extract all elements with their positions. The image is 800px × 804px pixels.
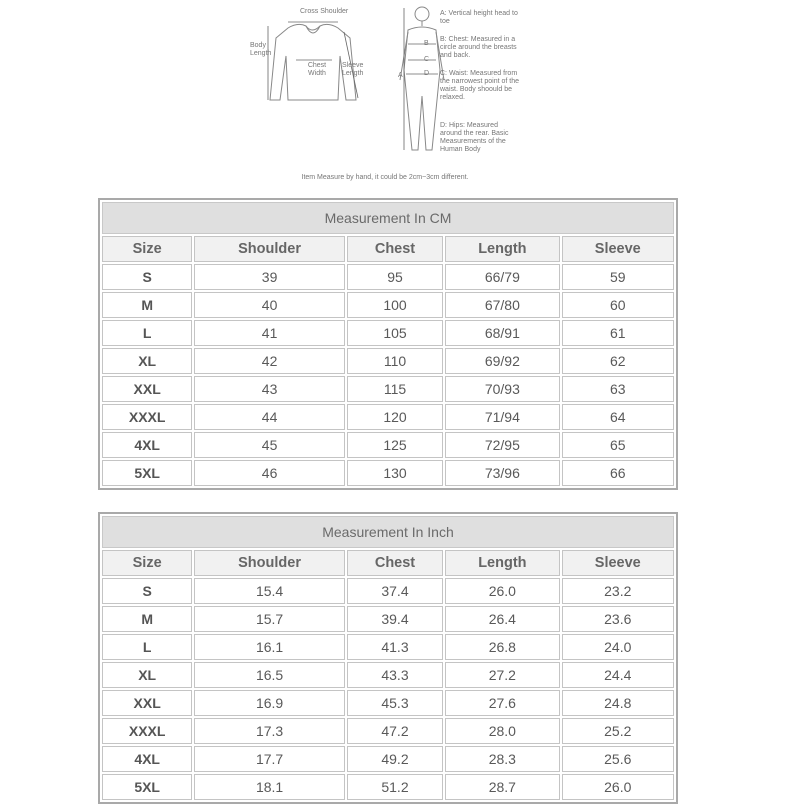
value-cell: 26.0: [445, 578, 559, 604]
table-header-row: [102, 236, 674, 262]
value-cell: 67/80: [445, 292, 559, 318]
value-cell: 23.6: [562, 606, 674, 632]
size-cell: 5XL: [102, 774, 192, 800]
table-row: [102, 432, 674, 458]
inch-size-table: [98, 512, 678, 804]
value-cell: 24.8: [562, 690, 674, 716]
value-cell: 62: [562, 348, 674, 374]
value-cell: 26.4: [445, 606, 559, 632]
value-cell: 115: [347, 376, 443, 402]
value-cell: 61: [562, 320, 674, 346]
value-cell: 25.6: [562, 746, 674, 772]
table-row: [102, 746, 674, 772]
value-cell: 65: [562, 432, 674, 458]
value-cell: 72/95: [445, 432, 559, 458]
marker-c: C: [424, 56, 430, 63]
value-cell: 26.0: [562, 774, 674, 800]
table-row: [102, 292, 674, 318]
value-cell: 17.3: [194, 718, 345, 744]
size-cell: XL: [102, 662, 192, 688]
value-cell: 69/92: [445, 348, 559, 374]
value-cell: 39.4: [347, 606, 443, 632]
value-cell: 49.2: [347, 746, 443, 772]
value-cell: 68/91: [445, 320, 559, 346]
value-cell: 59: [562, 264, 674, 290]
value-cell: 51.2: [347, 774, 443, 800]
size-cell: 5XL: [102, 460, 192, 486]
column-header: Chest: [347, 550, 443, 576]
value-cell: 24.0: [562, 634, 674, 660]
value-cell: 46: [194, 460, 345, 486]
table-row: [102, 606, 674, 632]
description-d: D: Hips: Measured around the rear. Basic Measurements of the Human Body: [440, 122, 509, 153]
table-row: [102, 774, 674, 800]
table-body: [102, 578, 674, 800]
table-row: [102, 718, 674, 744]
table-row: [102, 690, 674, 716]
value-cell: 45: [194, 432, 345, 458]
value-cell: 23.2: [562, 578, 674, 604]
value-cell: 73/96: [445, 460, 559, 486]
size-cell: XXXL: [102, 718, 192, 744]
value-cell: 120: [347, 404, 443, 430]
value-cell: 25.2: [562, 718, 674, 744]
value-cell: 28.3: [445, 746, 559, 772]
table-row: [102, 376, 674, 402]
size-cell: XL: [102, 348, 192, 374]
value-cell: 39: [194, 264, 345, 290]
value-cell: 66/79: [445, 264, 559, 290]
table-title: Measurement In Inch: [102, 516, 674, 548]
table-row: [102, 460, 674, 486]
value-cell: 100: [347, 292, 443, 318]
sleeve-length-label: Sleeve Length: [342, 62, 364, 77]
table-row: [102, 634, 674, 660]
column-header: Size: [102, 550, 192, 576]
column-header: Length: [445, 550, 559, 576]
body-figure-icon: [400, 7, 444, 150]
table-row: [102, 320, 674, 346]
size-cell: M: [102, 606, 192, 632]
size-cell: S: [102, 578, 192, 604]
column-header: Shoulder: [194, 550, 345, 576]
description-b: B: Chest: Measured in a circle around the breasts and back.: [440, 36, 517, 59]
value-cell: 16.9: [194, 690, 345, 716]
size-cell: XXL: [102, 376, 192, 402]
value-cell: 105: [347, 320, 443, 346]
size-cell: L: [102, 634, 192, 660]
value-cell: 60: [562, 292, 674, 318]
table-row: [102, 662, 674, 688]
value-cell: 17.7: [194, 746, 345, 772]
measurement-diagram: [240, 0, 550, 190]
table-row: [102, 264, 674, 290]
value-cell: 15.4: [194, 578, 345, 604]
description-c: C: Waist: Measured from the narrowest point of the waist. Body shoould be relaxed.: [440, 70, 519, 101]
measure-note: Item Measure by hand, it could be 2cm~3cm different.: [301, 174, 469, 181]
value-cell: 71/94: [445, 404, 559, 430]
column-header: Shoulder: [194, 236, 345, 262]
size-cell: 4XL: [102, 432, 192, 458]
value-cell: 43: [194, 376, 345, 402]
column-header: Length: [445, 236, 559, 262]
value-cell: 16.1: [194, 634, 345, 660]
value-cell: 24.4: [562, 662, 674, 688]
marker-a: A: [398, 72, 403, 79]
column-header: Sleeve: [562, 550, 674, 576]
value-cell: 63: [562, 376, 674, 402]
value-cell: 43.3: [347, 662, 443, 688]
value-cell: 27.2: [445, 662, 559, 688]
value-cell: 40: [194, 292, 345, 318]
value-cell: 130: [347, 460, 443, 486]
table-title: Measurement In CM: [102, 202, 674, 234]
value-cell: 41.3: [347, 634, 443, 660]
table-row: [102, 348, 674, 374]
cross-shoulder-label: Cross Shoulder: [300, 8, 349, 15]
body-length-label: Body Length: [250, 42, 272, 57]
value-cell: 95: [347, 264, 443, 290]
value-cell: 37.4: [347, 578, 443, 604]
value-cell: 42: [194, 348, 345, 374]
marker-d: D: [424, 70, 430, 77]
marker-b: B: [424, 40, 429, 47]
table-body: [102, 264, 674, 486]
value-cell: 15.7: [194, 606, 345, 632]
value-cell: 28.0: [445, 718, 559, 744]
column-header: Chest: [347, 236, 443, 262]
size-cell: M: [102, 292, 192, 318]
size-cell: 4XL: [102, 746, 192, 772]
value-cell: 125: [347, 432, 443, 458]
table-row: [102, 404, 674, 430]
size-cell: S: [102, 264, 192, 290]
chest-width-label: Chest Width: [307, 62, 327, 77]
description-a: A: Vertical height head to toe: [440, 10, 518, 25]
cm-size-table: [98, 198, 678, 490]
value-cell: 110: [347, 348, 443, 374]
table-header-row: [102, 550, 674, 576]
value-cell: 70/93: [445, 376, 559, 402]
size-cell: XXXL: [102, 404, 192, 430]
value-cell: 66: [562, 460, 674, 486]
value-cell: 45.3: [347, 690, 443, 716]
table-row: [102, 578, 674, 604]
value-cell: 27.6: [445, 690, 559, 716]
value-cell: 16.5: [194, 662, 345, 688]
size-cell: L: [102, 320, 192, 346]
value-cell: 64: [562, 404, 674, 430]
size-cell: XXL: [102, 690, 192, 716]
column-header: Sleeve: [562, 236, 674, 262]
value-cell: 44: [194, 404, 345, 430]
value-cell: 47.2: [347, 718, 443, 744]
value-cell: 26.8: [445, 634, 559, 660]
value-cell: 28.7: [445, 774, 559, 800]
column-header: Size: [102, 236, 192, 262]
value-cell: 18.1: [194, 774, 345, 800]
value-cell: 41: [194, 320, 345, 346]
